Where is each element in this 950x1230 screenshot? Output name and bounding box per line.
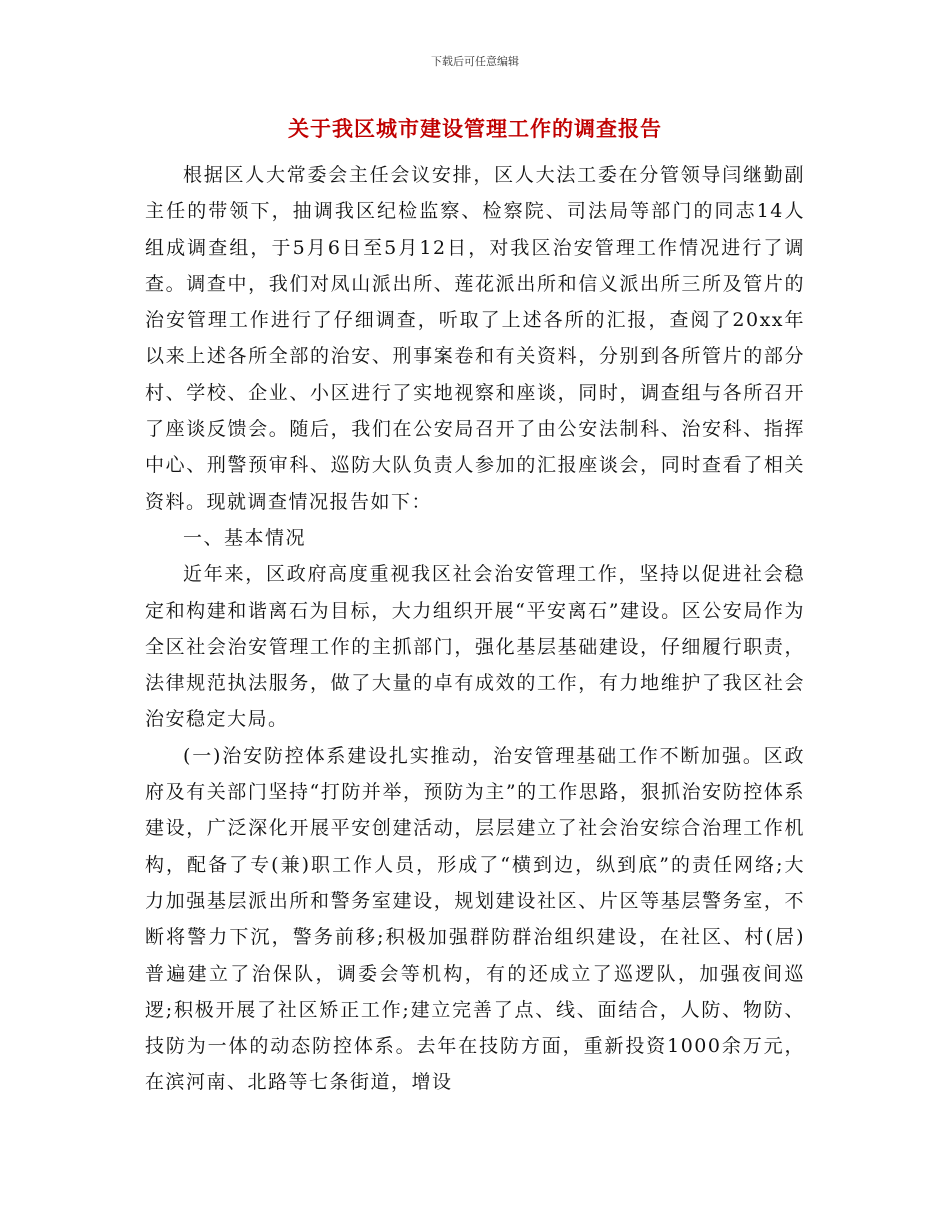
document-title: 关于我区城市建设管理工作的调查报告	[288, 116, 662, 141]
paragraph-overview: 近年来，区政府高度重视我区社会治安管理工作，坚持以促进社会稳定和构建和谐离石为目标，大力组织开展“平安离石”建设。区公安局作为全区社会治安管理工作的主抓部门，强化基层基础建设，仔细履行职责，法律规范执法服务，做了大量的卓有成效的工作，有力地维护了我区社会治安稳定大局。	[145, 563, 805, 731]
paragraph-subsection-1: (一)治安防控体系建设扎实推动，治安管理基础工作不断加强。区政府及有关部门坚持“打防并举，预防为主”的工作思路，狠抓治安防控体系建设，广泛深化开展平安创建活动，层层建立了社会治安综合治理工作机构，配备了专(兼)职工作人员，形成了“横到边，纵到底”的责任网络;大力加强基层派出所和警务室建设，规划建设社区、片区等基层警务室，不断将警力下沉，警务前移;积极加强群防群治组织建设，在社区、村(居)普遍建立了治保队，调委会等机构，有的还成立了巡逻队，加强夜间巡逻;积极开展了社区矫正工作;建立完善了点、线、面结合，人防、物防、技防为一体的动态防控体系。去年在技防方面，重新投资1000余万元，在滨河南、北路等七条街道，增设	[145, 744, 805, 1094]
document-body	[145, 157, 805, 1101]
header-note: 下载后可任意编辑	[431, 55, 519, 68]
section-heading-basic-situation: 一、基本情况	[183, 526, 307, 549]
paragraph-intro: 根据区人大常委会主任会议安排，区人大法工委在分管领导闫继勤副主任的带领下，抽调我区纪检监察、检察院、司法局等部门的同志14人组成调查组，于5月6日至5月12日，对我区治安管理工作情况进行了调查。调查中，我们对凤山派出所、莲花派出所和信义派出所三所及管片的治安管理工作进行了仔细调查，听取了上述各所的汇报，查阅了20xx年以来上述各所全部的治安、刑事案卷和有关资料，分别到各所管片的部分村、学校、企业、小区进行了实地视察和座谈，同时，调查组与各所召开了座谈反馈会。随后，我们在公安局召开了由公安法制科、治安科、指挥中心、刑警预审科、巡防大队负责人参加的汇报座谈会，同时查看了相关资料。现就调查情况报告如下：	[145, 164, 805, 513]
